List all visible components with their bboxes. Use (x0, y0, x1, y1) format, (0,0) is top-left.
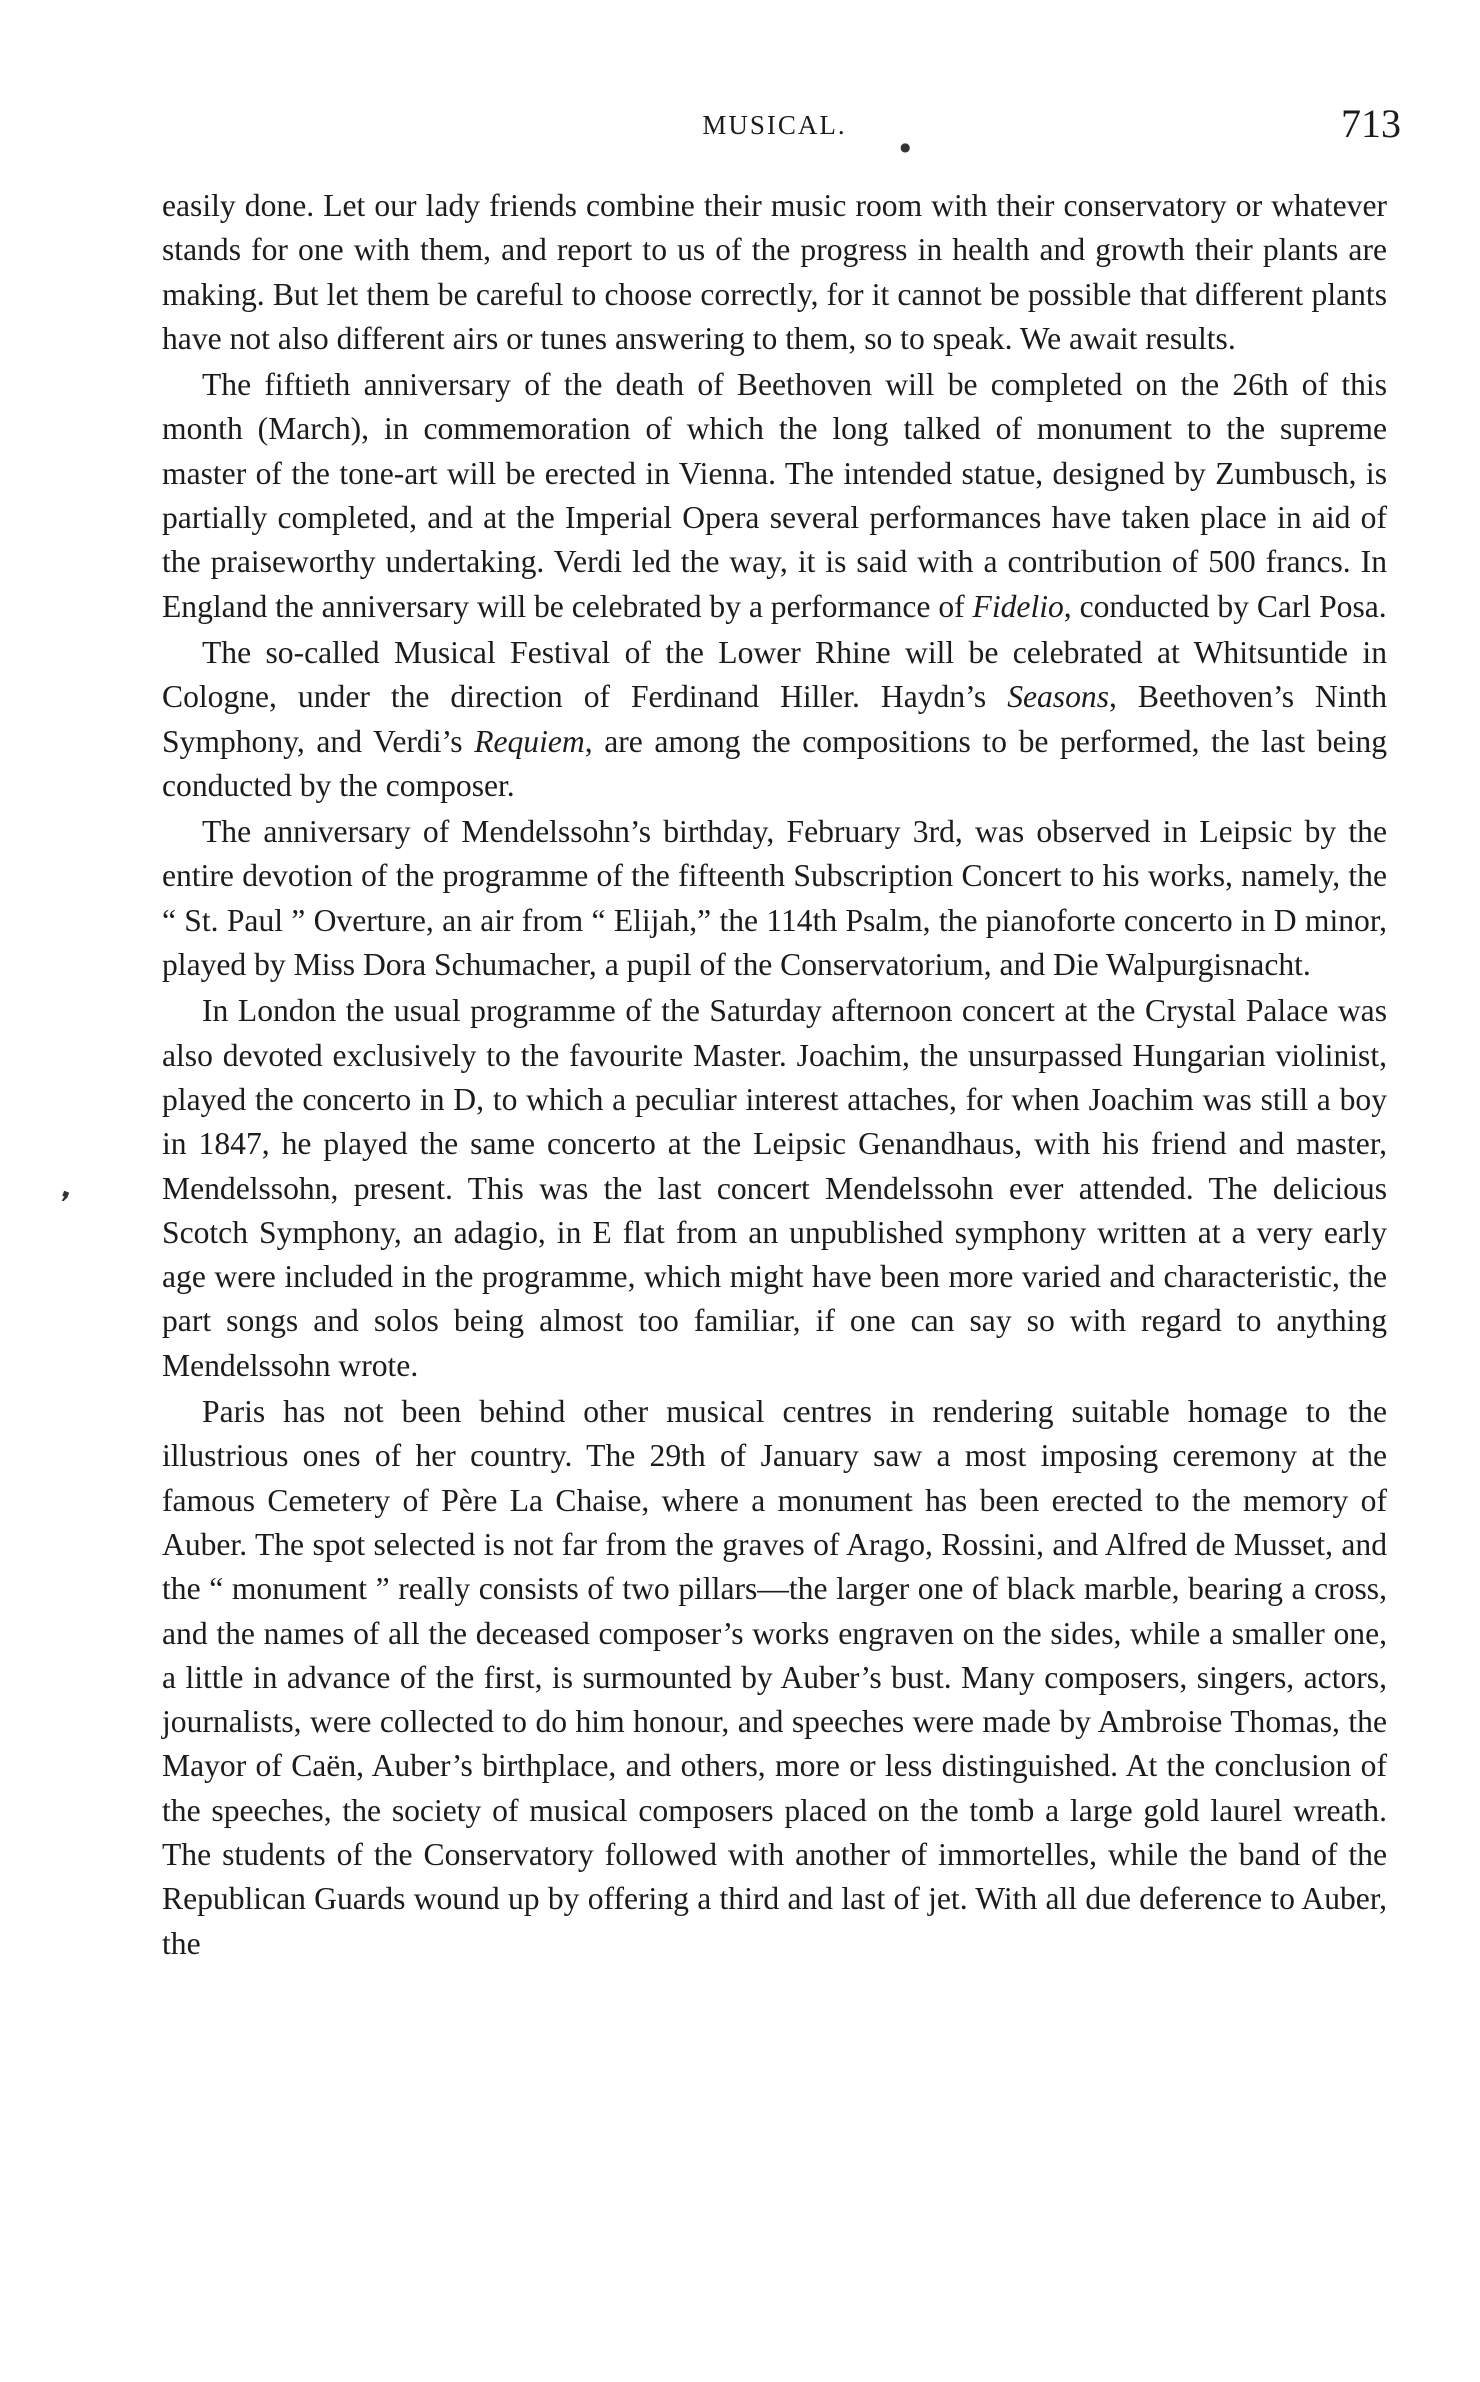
paragraph-lower-rhine-festival (162, 631, 1387, 808)
paragraph-paris-auber (162, 1390, 1387, 1966)
paragraph-text: , are among the compositions to be performed, the last being conducted by the composer. (162, 723, 1387, 803)
paragraph-text: Paris has not been behind other musical centres in rendering suitable homage to the illustrious ones of her country. The 29th of January saw a most imposing ceremony at the famous Cemetery of Père La Chaise, where a monument has been erected to the memory of Auber. The spot selected is not far from the graves of Arago, Rossini, and Alfred de Musset, and the “ monument ” really consists of two pillars—the larger one of black marble, bearing a cross, and the names of all the deceased composer’s works engraven on the sides, while a smaller one, a little in advance of the first, is surmounted by Auber’s bust. Many composers, singers, actors, journalists, were collected to do him honour, and speeches were made by Ambroise Thomas, the Mayor of Caën, Auber’s birthplace, and others, more or less distinguished. At the conclusion of the speeches, the society of musical composers placed on the tomb a large gold laurel wreath. The students of the Conservatory followed with another of immortelles, while the band of the Republican Guards wound up by offering a third and last of jet. With all due deference to Auber, the (162, 1394, 1387, 1961)
book-page (162, 100, 1401, 1966)
margin-mark: ❜ (52, 1185, 74, 1222)
paragraph-text: , conducted by Carl Posa. (1063, 588, 1387, 624)
paragraph-text: The fiftieth anniversary of the death of Beethoven will be completed on the 26th of this month (March), in commemoration of which the long talked of monument to the supreme master of the tone-art will be erected in Vienna. The intended statue, designed by Zumbusch, is partially completed, and at the Imperial Opera several performances have taken place in aid of the praiseworthy undertaking. Verdi led the way, it is said with a contribution of 500 francs. In England the anniversary will be celebrated by a performance of (162, 367, 1387, 624)
paragraph-text: , Beethoven’s Ninth Symphony, and Verdi’s (162, 679, 1387, 759)
paragraph-crystal-palace (162, 989, 1387, 1388)
paragraph-text: In London the usual programme of the Saturday afternoon concert at the Crystal Palace was also devoted exclusively to the favourite Master. Joachim, the unsurpassed Hungarian violinist, played the concerto in D, to which a peculiar interest attaches, for when Joachim was still a boy in 1847, he played the same concerto at the Leipsic Genandhaus, with his friend and master, Mendelssohn, present. This was the last concert Mendelssohn ever attended. The delicious Scotch Symphony, an adagio, in E flat from an unpublished symphony written at a very early age were included in the programme, which might have been more varied and characteristic, the part songs and solos being almost too familiar, if one can say so with regard to anything Mendelssohn wrote. (162, 993, 1387, 1383)
paragraph-text: easily done. Let our lady friends combine their music room with their conservatory or whatever stands for one with them, and report to us of the progress in health and growth their plants are making. But let them be careful to choose correctly, for it cannot be possible that different plants have not also different airs or tunes answering to them, so to speak. We await results. (162, 188, 1387, 356)
running-title: MUSICAL. (702, 110, 847, 140)
italic-title-fidelio: Fidelio (972, 588, 1064, 624)
stray-dot: ● (900, 140, 911, 154)
page-number: 713 (1341, 101, 1401, 146)
paragraph-beethoven-anniversary (162, 363, 1387, 629)
paragraph-plant-music (162, 184, 1387, 361)
italic-title-requiem: Requiem (474, 723, 585, 759)
paragraph-text: The so-called Musical Festival of the Lower Rhine will be celebrated at Whitsuntide in Cologne, under the direction of Ferdinand Hiller. Haydn’s (162, 634, 1387, 715)
paragraph-text: The anniversary of Mendelssohn’s birthday, February 3rd, was observed in Leipsic by the entire devotion of the programme of the fifteenth Subscription Concert to his works, namely, the “ St. Paul ” Overture, an air from “ Elijah,” the 114th Psalm, the pianoforte concerto in D minor, played by Miss Dora Schumacher, a pupil of the Conservatorium, and Die Walpurgisnacht. (162, 814, 1387, 983)
paragraph-mendelssohn-birthday (162, 810, 1387, 987)
running-head (162, 100, 1401, 160)
body-text (162, 184, 1387, 1966)
italic-title-seasons: Seasons (1007, 679, 1109, 715)
